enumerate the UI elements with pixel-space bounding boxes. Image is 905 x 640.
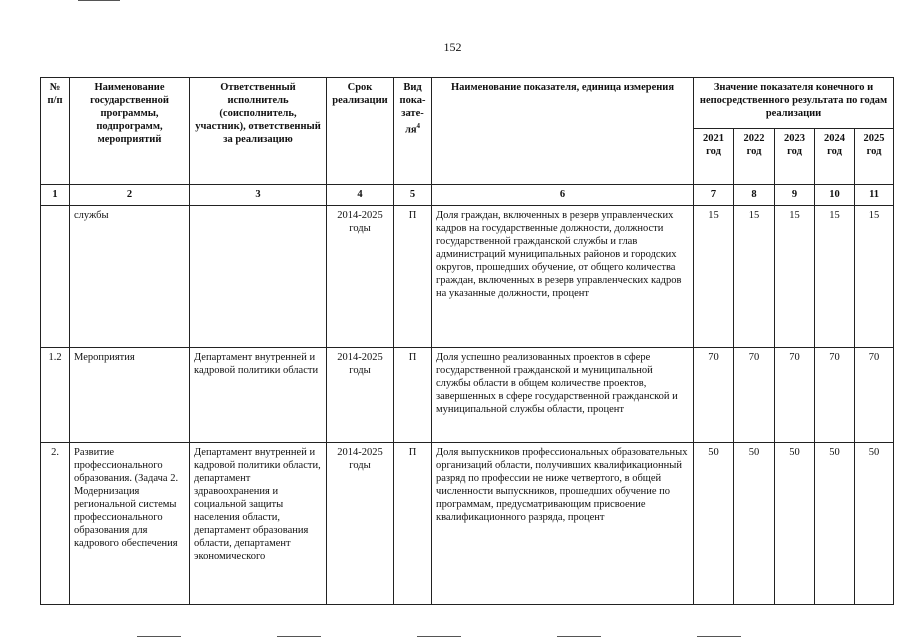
row-value-2022: 15 <box>734 206 775 348</box>
row-value-2025: 70 <box>855 348 894 443</box>
header-num: № п/п <box>41 78 70 185</box>
bottom-edge-line <box>417 636 461 637</box>
row-num: 2. <box>41 443 70 605</box>
row-value-2022: 70 <box>734 348 775 443</box>
row-indicator-name: Доля выпускников профессиональных образовательных организаций области, получивших квалификационный разряд по профессии не ниже четвертого, в общей численности выпускников, прошедших обучение по программам, предусматривающим присвоение квалификационного разряда, процент <box>432 443 694 605</box>
row-executor: Департамент внутренней и кадровой политики области <box>190 348 327 443</box>
table-row <box>41 206 894 348</box>
col-number: 4 <box>327 185 394 206</box>
header-year-2025: 2025 год <box>855 129 894 185</box>
col-number: 8 <box>734 185 775 206</box>
table-row <box>41 443 894 605</box>
row-program-name: Развитие профессионального образования. (Задача 2. Модернизация региональной системы профессионального образования для кадрового обеспечения <box>70 443 190 605</box>
column-number-row <box>41 185 894 206</box>
table-row <box>41 348 894 443</box>
row-indicator-name: Доля граждан, включенных в резерв управленческих кадров на государственные должности, должности государственной гражданской службы и глав администраций муниципальных районов и городских округов, прошедших обучение, от общего количества граждан, включенных в резерв управленческих кадров на указанные должности, процент <box>432 206 694 348</box>
row-value-2024: 15 <box>815 206 855 348</box>
row-value-2021: 50 <box>694 443 734 605</box>
row-indicator-type: П <box>394 348 432 443</box>
row-value-2024: 70 <box>815 348 855 443</box>
header-values: Значение показателя конечного и непосредственного результата по годам реализации <box>694 78 894 129</box>
row-indicator-name: Доля успешно реализованных проектов в сфере государственной гражданской и муниципальной службы области в общем количестве проектов, завершенных в сфере государственной гражданской и муниципальной службы области, процент <box>432 348 694 443</box>
row-value-2023: 15 <box>775 206 815 348</box>
footnote-mark: 4 <box>416 122 421 130</box>
row-executor <box>190 206 327 348</box>
bottom-edge-line <box>557 636 601 637</box>
header-year-2024: 2024 год <box>815 129 855 185</box>
row-period: 2014-2025 годы <box>327 348 394 443</box>
row-period: 2014-2025 годы <box>327 206 394 348</box>
row-indicator-type: П <box>394 206 432 348</box>
row-value-2023: 50 <box>775 443 815 605</box>
col-number: 9 <box>775 185 815 206</box>
row-period: 2014-2025 годы <box>327 443 394 605</box>
header-executor: Ответственный исполнитель (соисполнитель, участник), ответственный за реализацию <box>190 78 327 185</box>
row-value-2024: 50 <box>815 443 855 605</box>
row-executor: Департамент внутренней и кадровой политики области, департамент здравоохранения и социальной защиты населения области, департамент образования области, департамент экономического <box>190 443 327 605</box>
header-year-2022: 2022 год <box>734 129 775 185</box>
row-program-name: Мероприятия <box>70 348 190 443</box>
row-value-2022: 50 <box>734 443 775 605</box>
page-number: 152 <box>443 40 462 54</box>
header-program-name: Наименование государственной программы, подпрограмм, мероприятий <box>70 78 190 185</box>
header-indicator-type-label: Вид пока-зате-ля <box>399 82 426 136</box>
col-number: 10 <box>815 185 855 206</box>
col-number: 11 <box>855 185 894 206</box>
col-number: 2 <box>70 185 190 206</box>
row-value-2025: 50 <box>855 443 894 605</box>
col-number: 3 <box>190 185 327 206</box>
header-indicator-type <box>394 78 432 185</box>
col-number: 5 <box>394 185 432 206</box>
row-num: 1.2 <box>41 348 70 443</box>
col-number: 6 <box>432 185 694 206</box>
row-value-2023: 70 <box>775 348 815 443</box>
bottom-edge-line <box>277 636 321 637</box>
row-num <box>41 206 70 348</box>
header-indicator-name: Наименование показателя, единица измерения <box>432 78 694 185</box>
header-period: Срок реализации <box>327 78 394 185</box>
header-year-2023: 2023 год <box>775 129 815 185</box>
indicators-table <box>40 77 894 605</box>
top-edge-line <box>78 0 120 1</box>
col-number: 1 <box>41 185 70 206</box>
bottom-edge-line <box>137 636 181 637</box>
col-number: 7 <box>694 185 734 206</box>
row-program-name: службы <box>70 206 190 348</box>
row-value-2021: 15 <box>694 206 734 348</box>
bottom-edge-line <box>697 636 741 637</box>
row-value-2025: 15 <box>855 206 894 348</box>
row-indicator-type: П <box>394 443 432 605</box>
row-value-2021: 70 <box>694 348 734 443</box>
header-year-2021: 2021 год <box>694 129 734 185</box>
